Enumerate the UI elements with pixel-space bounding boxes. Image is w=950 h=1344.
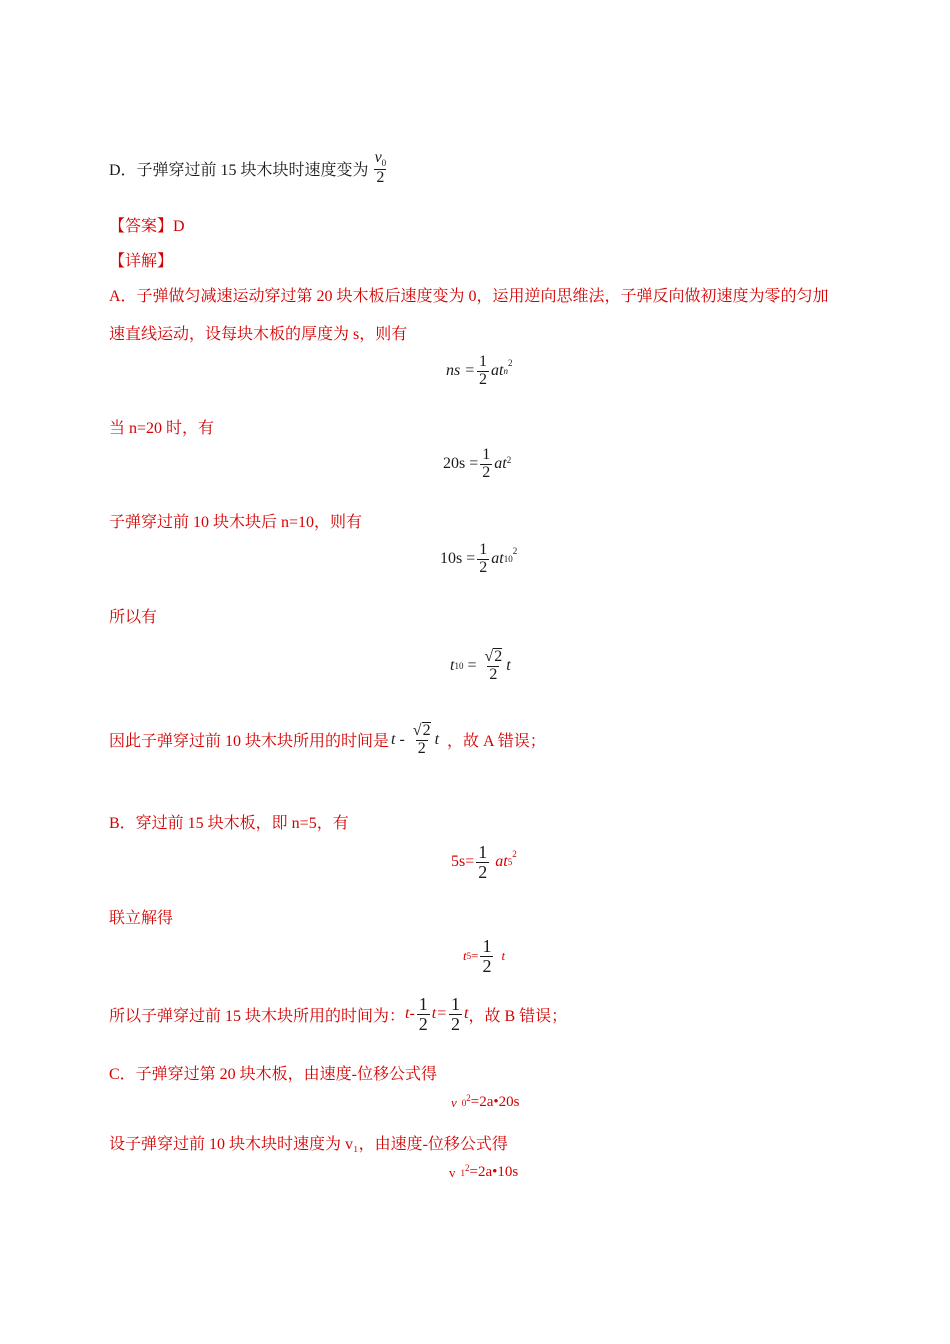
c-eq2-v: v xyxy=(449,1164,456,1180)
a-eq2-rhs: at xyxy=(494,455,507,473)
b-eq1-den: 2 xyxy=(478,861,488,882)
a-eq1-lhs: ns = xyxy=(446,362,476,380)
b-eq1-sup: 2 xyxy=(512,849,517,860)
b-c-t2: t= xyxy=(431,1005,448,1023)
a-eq4-frac xyxy=(482,648,504,684)
a-eq1-sup: 2 xyxy=(507,358,513,369)
b-para1: B．穿过前 15 块木板，即 n=5，有 xyxy=(109,815,349,832)
a-conclusion xyxy=(109,722,546,758)
a-eq2 xyxy=(443,447,511,482)
c-eq2 xyxy=(449,1164,518,1181)
a-eq4-den: 2 xyxy=(489,665,498,683)
a-eq1-sub: n xyxy=(503,366,508,377)
b-c-t3: t xyxy=(464,1005,469,1023)
a-eq4 xyxy=(450,648,511,684)
a-conclusion-frac xyxy=(411,722,433,758)
a-eq2-frac xyxy=(480,447,492,482)
a-eq4-sub: 10 xyxy=(454,660,464,671)
b-eq2-sub: 5 xyxy=(466,951,472,962)
b-eq1-sub: 5 xyxy=(507,857,513,868)
a-conclusion-den: 2 xyxy=(417,739,426,757)
a-eq3-den: 2 xyxy=(479,558,488,576)
a-eq3-rhs: at xyxy=(491,550,504,568)
c-eq2-rest: =2a•10s xyxy=(469,1164,519,1180)
b-conclusion-pre: 所以子弹穿过前 15 块木块所用的时间为： xyxy=(109,1007,406,1025)
option-d-fraction xyxy=(373,150,389,186)
b-conclusion xyxy=(109,995,567,1034)
b-eq2-den: 2 xyxy=(482,955,492,976)
c-para1: C．子弹穿过第 20 块木板，由速度-位移公式得 xyxy=(109,1066,438,1083)
option-d-text: D．子弹穿过前 15 块木块时速度变为 xyxy=(109,161,369,179)
b-c-den2: 2 xyxy=(451,1013,461,1034)
b-eq1-lhs: 5s= xyxy=(451,853,475,871)
b-eq2-rhs: t xyxy=(501,948,506,964)
a-eq2-lhs: 20s = xyxy=(443,455,479,473)
c-eq1-sub: 0 xyxy=(461,1097,467,1108)
b-c-frac2 xyxy=(449,995,462,1034)
option-d-num: v xyxy=(374,149,382,166)
b-conclusion-post: ，故 B 错误； xyxy=(468,1007,568,1025)
b-eq1 xyxy=(451,843,517,882)
b-c-t1: t- xyxy=(405,1005,415,1023)
b-solve: 联立解得 xyxy=(109,910,174,927)
a-conclusion-t: t - xyxy=(391,730,405,748)
c-para2: 设子弹穿过前 10 块木块时速度为 v₁，由速度-位移公式得 xyxy=(109,1136,508,1153)
a-conclusion-post: ，故 A 错误； xyxy=(447,733,546,751)
b-eq2-eq: = xyxy=(471,948,479,964)
c-eq1-v: v xyxy=(451,1094,457,1110)
b-c-frac1 xyxy=(417,995,430,1034)
c-eq1-sup: 2 xyxy=(466,1092,471,1103)
a-eq3 xyxy=(440,542,517,577)
a-eq1 xyxy=(446,354,512,389)
c-eq2-sub: 1 xyxy=(460,1167,465,1178)
a-para2: 速直线运动，设每块木板的厚度为 s，则有 xyxy=(109,326,408,343)
a-n10: 子弹穿过前 10 块木块后 n=10，则有 xyxy=(109,514,363,531)
b-eq1-num: 1 xyxy=(478,842,488,862)
a-eq3-frac xyxy=(477,542,489,577)
b-c-num2: 1 xyxy=(451,994,461,1014)
a-conclusion-num: 2 xyxy=(422,722,431,739)
option-d xyxy=(109,150,390,186)
a-eq1-frac xyxy=(477,354,489,389)
a-eq3-sup: 2 xyxy=(512,546,518,557)
option-d-num-sub: 0 xyxy=(381,158,387,169)
b-c-num1: 1 xyxy=(418,994,428,1014)
b-eq1-frac xyxy=(476,843,489,882)
a-eq2-den: 2 xyxy=(482,463,491,481)
a-eq4-rhs: t xyxy=(506,656,511,674)
b-eq1-rhs: at xyxy=(495,853,508,871)
b-eq2-num: 1 xyxy=(482,936,492,956)
a-eq4-sqrt: √ 2 xyxy=(484,648,503,665)
c-eq1-rest: =2a•20s xyxy=(470,1094,520,1110)
a-eq3-num: 1 xyxy=(479,541,488,558)
a-eq2-sup: 2 xyxy=(506,455,512,466)
a-eq4-num: 2 xyxy=(494,648,503,665)
b-c-den1: 2 xyxy=(418,1013,428,1034)
a-conclusion-pre: 因此子弹穿过前 10 块木块所用的时间是 xyxy=(109,733,390,751)
option-d-den: 2 xyxy=(376,168,385,186)
b-eq2-lhs: t xyxy=(463,948,467,964)
a-eq2-num: 1 xyxy=(482,446,491,463)
b-eq2 xyxy=(463,937,505,976)
c-eq2-sup: 2 xyxy=(465,1162,470,1173)
detail-title: 【详解】 xyxy=(109,253,174,270)
a-eq3-lhs: 10s = xyxy=(440,550,476,568)
a-eq1-rhs: at xyxy=(491,362,504,380)
answer-label: 【答案】D xyxy=(109,218,185,235)
b-eq2-frac xyxy=(480,937,493,976)
a-eq4-eq: = xyxy=(467,656,477,674)
a-eq3-sub: 10 xyxy=(503,554,513,565)
a-para1: A．子弹做匀减速运动穿过第 20 块木板后速度变为 0，运用逆向思维法，子弹反向做初速度为零的匀加 xyxy=(109,288,829,305)
a-eq1-num: 1 xyxy=(479,353,488,370)
a-when-n20: 当 n=20 时，有 xyxy=(109,420,215,437)
a-conclusion-t2: t xyxy=(434,730,440,748)
a-conclusion-sqrt: √ 2 xyxy=(412,722,431,739)
a-eq4-lhs: t xyxy=(450,656,455,674)
a-eq1-den: 2 xyxy=(479,370,488,388)
a-so: 所以有 xyxy=(109,609,158,626)
c-eq1 xyxy=(451,1094,520,1111)
